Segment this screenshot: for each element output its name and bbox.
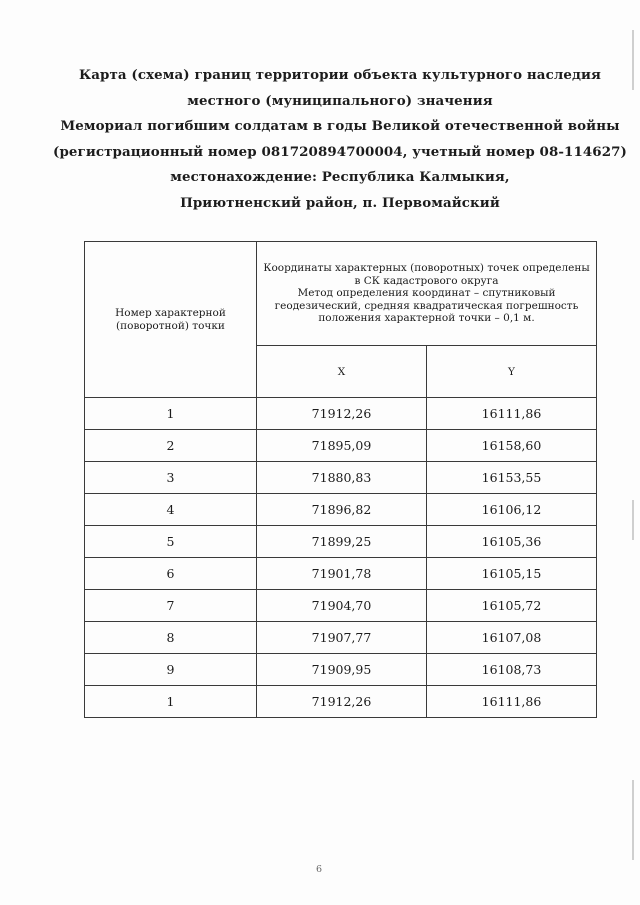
point-number-cell: 8 [85, 622, 257, 654]
y-coordinate-cell: 16111,86 [427, 398, 597, 430]
x-coordinate-cell: 71912,26 [257, 398, 427, 430]
table-row [85, 398, 597, 430]
y-coordinate-cell: 16105,15 [427, 558, 597, 590]
coordinates-header-line: Координаты характерных (поворотных) точек определены [263, 262, 590, 275]
title-line-3: Мемориал погибшим солдатам в годы Великой отечественной войны [60, 118, 620, 134]
x-coordinate-cell: 71912,26 [257, 686, 427, 718]
table-row [85, 654, 597, 686]
table-row [85, 558, 597, 590]
y-coordinate-cell: 16111,86 [427, 686, 597, 718]
coordinates-header [257, 242, 597, 346]
x-coordinate-cell: 71909,95 [257, 654, 427, 686]
y-coordinate-cell: 16106,12 [427, 494, 597, 526]
table-row [85, 590, 597, 622]
table-row [85, 494, 597, 526]
point-number-cell: 6 [85, 558, 257, 590]
y-coordinate-cell: 16105,72 [427, 590, 597, 622]
document-title-block [20, 63, 640, 216]
point-number-cell: 7 [85, 590, 257, 622]
table-row [85, 622, 597, 654]
table-row [85, 686, 597, 718]
y-coordinate-cell: 16108,73 [427, 654, 597, 686]
coordinates-header-line: геодезический, средняя квадратическая погрешность [274, 299, 579, 312]
page-number: 6 [316, 864, 323, 875]
x-coordinate-cell: 71899,25 [257, 526, 427, 558]
point-number-cell: 4 [85, 494, 257, 526]
point-number-cell: 3 [85, 462, 257, 494]
title-line-4: (регистрационный номер 081720894700004, учетный номер 08-114627) [53, 143, 627, 160]
scan-edge-mark [632, 30, 634, 90]
x-coordinate-cell: 71904,70 [257, 590, 427, 622]
point-number-cell: 1 [85, 686, 257, 718]
point-number-header: Номер характерной (поворотной) точки [85, 242, 257, 398]
coordinates-table [84, 241, 597, 718]
point-number-cell: 5 [85, 526, 257, 558]
coordinates-header-line: положения характерной точки – 0,1 м. [318, 312, 535, 325]
title-line-5: местонахождение: Республика Калмыкия, [170, 169, 510, 185]
x-coordinate-cell: 71901,78 [257, 558, 427, 590]
table-row [85, 430, 597, 462]
coordinates-header-line: в СК кадастрового округа [354, 274, 499, 287]
scan-edge-mark [632, 780, 634, 860]
title-line-2: местного (муниципального) значения [187, 92, 493, 109]
y-coordinate-cell: 16105,36 [427, 526, 597, 558]
point-number-cell: 1 [85, 398, 257, 430]
title-line-6: Приютненский район, п. Первомайский [180, 194, 500, 211]
title-line-1: Карта (схема) границ территории объекта культурного наследия [78, 67, 602, 83]
point-number-cell: 2 [85, 430, 257, 462]
point-number-cell: 9 [85, 654, 257, 686]
x-column-header: X [257, 346, 427, 398]
y-column-header: Y [427, 346, 597, 398]
y-coordinate-cell: 16158,60 [427, 430, 597, 462]
x-coordinate-cell: 71907,77 [257, 622, 427, 654]
coordinates-header-line: Метод определения координат – спутниковый [297, 287, 556, 300]
y-coordinate-cell: 16153,55 [427, 462, 597, 494]
x-coordinate-cell: 71896,82 [257, 494, 427, 526]
scan-edge-mark [632, 500, 634, 540]
x-coordinate-cell: 71880,83 [257, 462, 427, 494]
y-coordinate-cell: 16107,08 [427, 622, 597, 654]
x-coordinate-cell: 71895,09 [257, 430, 427, 462]
table-row [85, 526, 597, 558]
table-row [85, 462, 597, 494]
